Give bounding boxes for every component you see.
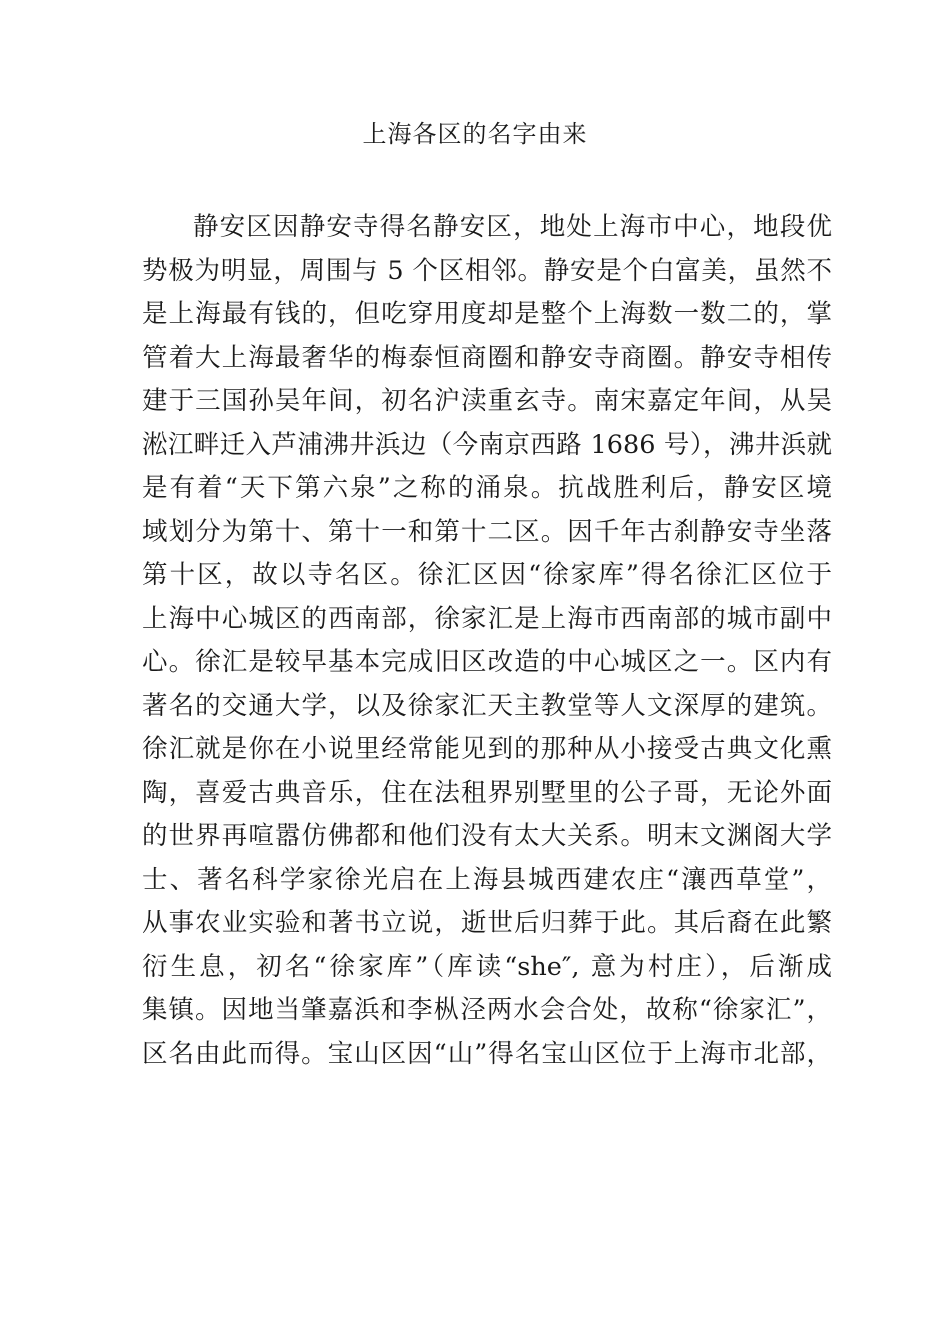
text-line: 士、著名科学家徐光启在上海县城西建农庄“瀼西草堂”， <box>142 864 832 895</box>
text-line: 静安区因静安寺得名静安区，地处上海市中心，地段优 <box>193 212 832 242</box>
text-line: 上海中心城区的西南部，徐家汇是上海市西南部的城市副中 <box>142 603 832 634</box>
text-line: 区名由此而得。宝山区因“山”得名宝山区位于上海市北部， <box>142 1038 832 1069</box>
text-line: 心。徐汇是较早基本完成旧区改造的中心城区之一。区内有 <box>142 647 832 677</box>
text-line: 衍生息，初名“徐家库”（库读“she″, 意为村庄），后渐成 <box>142 951 832 982</box>
text-line: 著名的交通大学，以及徐家汇天主教堂等人文深厚的建筑。 <box>142 690 832 721</box>
text-line: 是上海最有钱的，但吃穿用度却是整个上海数一数二的，掌 <box>142 299 832 329</box>
text-line: 淞江畔迁入芦浦沸井浜边（今南京西路 1686 号），沸井浜就 <box>142 429 832 460</box>
text-line: 从事农业实验和著书立说，逝世后归葬于此。其后裔在此繁 <box>142 908 832 938</box>
document-title: 上海各区的名字由来 <box>362 120 588 148</box>
text-line: 建于三国孙吴年间，初名沪渎重玄寺。南宋嘉定年间，从吴 <box>142 386 832 416</box>
text-line: 第十区，故以寺名区。徐汇区因“徐家库”得名徐汇区位于 <box>142 560 832 590</box>
text-line: 域划分为第十、第十一和第十二区。因千年古刹静安寺坐落 <box>142 516 832 547</box>
text-line: 管着大上海最奢华的梅泰恒商圈和静安寺商圈。静安寺相传 <box>142 342 832 373</box>
text-line: 陶，喜爱古典音乐，住在法租界别墅里的公子哥，无论外面 <box>142 777 832 808</box>
text-line: 势极为明显，周围与 5 个区相邻。静安是个白富美，虽然不 <box>142 255 832 286</box>
text-line: 徐汇就是你在小说里经常能见到的那种从小接受古典文化熏 <box>142 734 832 764</box>
text-line: 的世界再喧嚣仿佛都和他们没有太大关系。明末文渊阁大学 <box>142 821 832 851</box>
text-line: 集镇。因地当肇嘉浜和李枞泾两水会合处，故称“徐家汇”， <box>142 995 832 1025</box>
text-line: 是有着“天下第六泉”之称的涌泉。抗战胜利后，静安区境 <box>142 473 832 503</box>
body-text <box>142 206 832 1076</box>
